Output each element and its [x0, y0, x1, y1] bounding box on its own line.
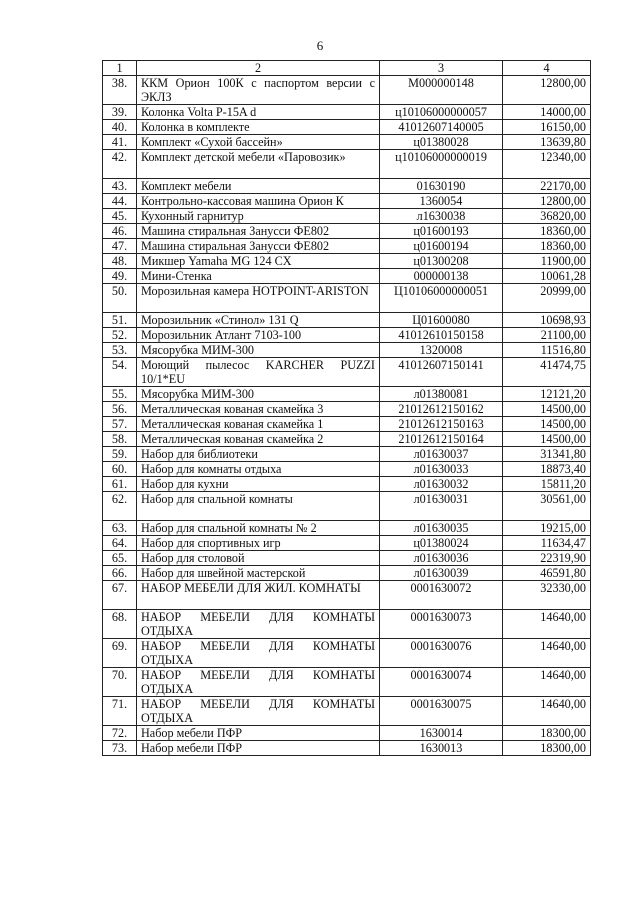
item-name: НАБОР МЕБЕЛИ ДЛЯ КОМНАТЫ ОТДЫХА [137, 668, 380, 697]
item-name: Кухонный гарнитур [137, 209, 380, 224]
table-row [103, 492, 591, 521]
row-number: 56. [103, 402, 137, 417]
table-row [103, 566, 591, 581]
inventory-code: 41012607140005 [380, 120, 503, 135]
column-header-4: 4 [503, 61, 591, 76]
item-name: Металлическая кованая скамейка 3 [137, 402, 380, 417]
row-number: 38. [103, 76, 137, 105]
item-amount: 32330,00 [503, 581, 591, 610]
item-name: Набор для спортивных игр [137, 536, 380, 551]
inventory-code: 000000138 [380, 269, 503, 284]
table-body [103, 76, 591, 756]
item-name: Морозильник «Стинол» 131 Q [137, 313, 380, 328]
row-number: 41. [103, 135, 137, 150]
item-name: Комплект мебели [137, 179, 380, 194]
row-number: 52. [103, 328, 137, 343]
table-row [103, 254, 591, 269]
inventory-code: 21012612150164 [380, 432, 503, 447]
row-number: 63. [103, 521, 137, 536]
inventory-code: Ц10106000000051 [380, 284, 503, 313]
item-name: Набор для спальной комнаты № 2 [137, 521, 380, 536]
inventory-code: 21012612150163 [380, 417, 503, 432]
item-name: Машина стиральная Занусси ФЕ802 [137, 239, 380, 254]
item-amount: 14640,00 [503, 639, 591, 668]
table-row [103, 462, 591, 477]
table-row [103, 447, 591, 462]
item-name: Колонка в комплекте [137, 120, 380, 135]
item-name: Мясорубка МИМ-300 [137, 387, 380, 402]
table-row [103, 697, 591, 726]
item-amount: 21100,00 [503, 328, 591, 343]
item-amount: 31341,80 [503, 447, 591, 462]
table-row [103, 284, 591, 313]
table-row [103, 313, 591, 328]
table-row [103, 239, 591, 254]
row-number: 57. [103, 417, 137, 432]
table-row [103, 179, 591, 194]
inventory-code: л1630038 [380, 209, 503, 224]
table-row [103, 209, 591, 224]
row-number: 68. [103, 610, 137, 639]
table-row [103, 105, 591, 120]
row-number: 47. [103, 239, 137, 254]
column-header-2: 2 [137, 61, 380, 76]
item-amount: 22170,00 [503, 179, 591, 194]
inventory-code: М000000148 [380, 76, 503, 105]
item-amount: 13639,80 [503, 135, 591, 150]
item-amount: 12340,00 [503, 150, 591, 179]
row-number: 59. [103, 447, 137, 462]
inventory-code: л01630039 [380, 566, 503, 581]
table-row [103, 387, 591, 402]
row-number: 65. [103, 551, 137, 566]
row-number: 50. [103, 284, 137, 313]
row-number: 70. [103, 668, 137, 697]
row-number: 64. [103, 536, 137, 551]
item-amount: 12800,00 [503, 194, 591, 209]
inventory-code: 0001630075 [380, 697, 503, 726]
item-amount: 14500,00 [503, 417, 591, 432]
table-row [103, 135, 591, 150]
item-amount: 18360,00 [503, 239, 591, 254]
table-row [103, 668, 591, 697]
inventory-code: л01630033 [380, 462, 503, 477]
inventory-code: 1630014 [380, 726, 503, 741]
item-name: Набор мебели ПФР [137, 726, 380, 741]
inventory-code: л01630035 [380, 521, 503, 536]
item-amount: 15811,20 [503, 477, 591, 492]
item-name: Комплект «Сухой бассейн» [137, 135, 380, 150]
item-amount: 30561,00 [503, 492, 591, 521]
table-row [103, 639, 591, 668]
table-row [103, 477, 591, 492]
item-amount: 10061,28 [503, 269, 591, 284]
inventory-code: ц01300208 [380, 254, 503, 269]
table-row [103, 269, 591, 284]
row-number: 53. [103, 343, 137, 358]
item-name: НАБОР МЕБЕЛИ ДЛЯ ЖИЛ. КОМНАТЫ [137, 581, 380, 610]
row-number: 61. [103, 477, 137, 492]
row-number: 67. [103, 581, 137, 610]
item-amount: 14000,00 [503, 105, 591, 120]
item-name: Набор для швейной мастерской [137, 566, 380, 581]
item-name: Набор для комнаты отдыха [137, 462, 380, 477]
table-row [103, 741, 591, 756]
item-amount: 10698,93 [503, 313, 591, 328]
item-name: Металлическая кованая скамейка 1 [137, 417, 380, 432]
table-row [103, 726, 591, 741]
item-amount: 11634,47 [503, 536, 591, 551]
inventory-code: 0001630072 [380, 581, 503, 610]
item-amount: 16150,00 [503, 120, 591, 135]
row-number: 54. [103, 358, 137, 387]
item-name: Морозильная камера HOTPOINT-ARISTON [137, 284, 380, 313]
row-number: 72. [103, 726, 137, 741]
item-amount: 14640,00 [503, 697, 591, 726]
row-number: 55. [103, 387, 137, 402]
item-name: Комплект детской мебели «Паровозик» [137, 150, 380, 179]
item-amount: 12800,00 [503, 76, 591, 105]
inventory-code: ц10106000000019 [380, 150, 503, 179]
table-row [103, 551, 591, 566]
row-number: 66. [103, 566, 137, 581]
item-amount: 14640,00 [503, 610, 591, 639]
item-amount: 18300,00 [503, 726, 591, 741]
page-number: 6 [316, 38, 324, 53]
row-number: 48. [103, 254, 137, 269]
item-amount: 36820,00 [503, 209, 591, 224]
item-amount: 18873,40 [503, 462, 591, 477]
inventory-code: л01630031 [380, 492, 503, 521]
table-row [103, 536, 591, 551]
row-number: 45. [103, 209, 137, 224]
item-amount: 14640,00 [503, 668, 591, 697]
item-amount: 18300,00 [503, 741, 591, 756]
row-number: 71. [103, 697, 137, 726]
inventory-code: 1630013 [380, 741, 503, 756]
table-row [103, 343, 591, 358]
row-number: 62. [103, 492, 137, 521]
inventory-code: 21012612150162 [380, 402, 503, 417]
item-name: Набор для библиотеки [137, 447, 380, 462]
row-number: 46. [103, 224, 137, 239]
table-row [103, 610, 591, 639]
inventory-code: л01630032 [380, 477, 503, 492]
inventory-code: 0001630073 [380, 610, 503, 639]
table-row [103, 224, 591, 239]
item-name: Мини-Стенка [137, 269, 380, 284]
item-amount: 22319,90 [503, 551, 591, 566]
item-name: Набор для кухни [137, 477, 380, 492]
row-number: 51. [103, 313, 137, 328]
item-name: Микшер Yamaha MG 124 CX [137, 254, 380, 269]
row-number: 43. [103, 179, 137, 194]
item-amount: 11516,80 [503, 343, 591, 358]
column-header-1: 1 [103, 61, 137, 76]
item-amount: 11900,00 [503, 254, 591, 269]
table-row [103, 432, 591, 447]
item-name: НАБОР МЕБЕЛИ ДЛЯ КОМНАТЫ ОТДЫХА [137, 610, 380, 639]
inventory-code: л01380081 [380, 387, 503, 402]
item-amount: 46591,80 [503, 566, 591, 581]
item-amount: 20999,00 [503, 284, 591, 313]
row-number: 42. [103, 150, 137, 179]
item-name: Металлическая кованая скамейка 2 [137, 432, 380, 447]
inventory-code: л01630037 [380, 447, 503, 462]
row-number: 60. [103, 462, 137, 477]
inventory-code: ц01380024 [380, 536, 503, 551]
inventory-code: 1360054 [380, 194, 503, 209]
item-name: Контрольно-кассовая машина Орион К [137, 194, 380, 209]
inventory-code: ц10106000000057 [380, 105, 503, 120]
item-name: Колонка Volta P-15A d [137, 105, 380, 120]
inventory-code: 01630190 [380, 179, 503, 194]
item-amount: 14500,00 [503, 402, 591, 417]
item-name: Машина стиральная Занусси ФЕ802 [137, 224, 380, 239]
row-number: 73. [103, 741, 137, 756]
inventory-code: 0001630076 [380, 639, 503, 668]
item-name: ККМ Орион 100К с паспортом версии с ЭКЛЗ [137, 76, 380, 105]
inventory-code: 41012607150141 [380, 358, 503, 387]
table-row [103, 150, 591, 179]
item-amount: 14500,00 [503, 432, 591, 447]
inventory-code: ц01600193 [380, 224, 503, 239]
item-amount: 12121,20 [503, 387, 591, 402]
inventory-code: 0001630074 [380, 668, 503, 697]
table-row [103, 120, 591, 135]
table-row [103, 358, 591, 387]
item-name: НАБОР МЕБЕЛИ ДЛЯ КОМНАТЫ ОТДЫХА [137, 639, 380, 668]
table-row [103, 417, 591, 432]
table-row [103, 76, 591, 105]
item-name: Моющий пылесос KARCHER PUZZI 10/1*EU [137, 358, 380, 387]
item-name: Набор для столовой [137, 551, 380, 566]
item-name: Морозильник Атлант 7103-100 [137, 328, 380, 343]
table-row [103, 402, 591, 417]
row-number: 69. [103, 639, 137, 668]
row-number: 39. [103, 105, 137, 120]
inventory-table [102, 60, 591, 756]
table-row [103, 194, 591, 209]
item-name: Мясорубка МИМ-300 [137, 343, 380, 358]
row-number: 40. [103, 120, 137, 135]
item-name: Набор для спальной комнаты [137, 492, 380, 521]
item-amount: 41474,75 [503, 358, 591, 387]
inventory-code: л01630036 [380, 551, 503, 566]
row-number: 58. [103, 432, 137, 447]
row-number: 44. [103, 194, 137, 209]
header-row [103, 61, 591, 76]
column-header-3: 3 [380, 61, 503, 76]
row-number: 49. [103, 269, 137, 284]
item-amount: 19215,00 [503, 521, 591, 536]
table-row [103, 581, 591, 610]
table-row [103, 521, 591, 536]
inventory-code: ц01380028 [380, 135, 503, 150]
item-name: Набор мебели ПФР [137, 741, 380, 756]
inventory-code: ц01600194 [380, 239, 503, 254]
inventory-code: 41012610150158 [380, 328, 503, 343]
table-row [103, 328, 591, 343]
item-amount: 18360,00 [503, 224, 591, 239]
inventory-code: Ц01600080 [380, 313, 503, 328]
item-name: НАБОР МЕБЕЛИ ДЛЯ КОМНАТЫ ОТДЫХА [137, 697, 380, 726]
inventory-code: 1320008 [380, 343, 503, 358]
